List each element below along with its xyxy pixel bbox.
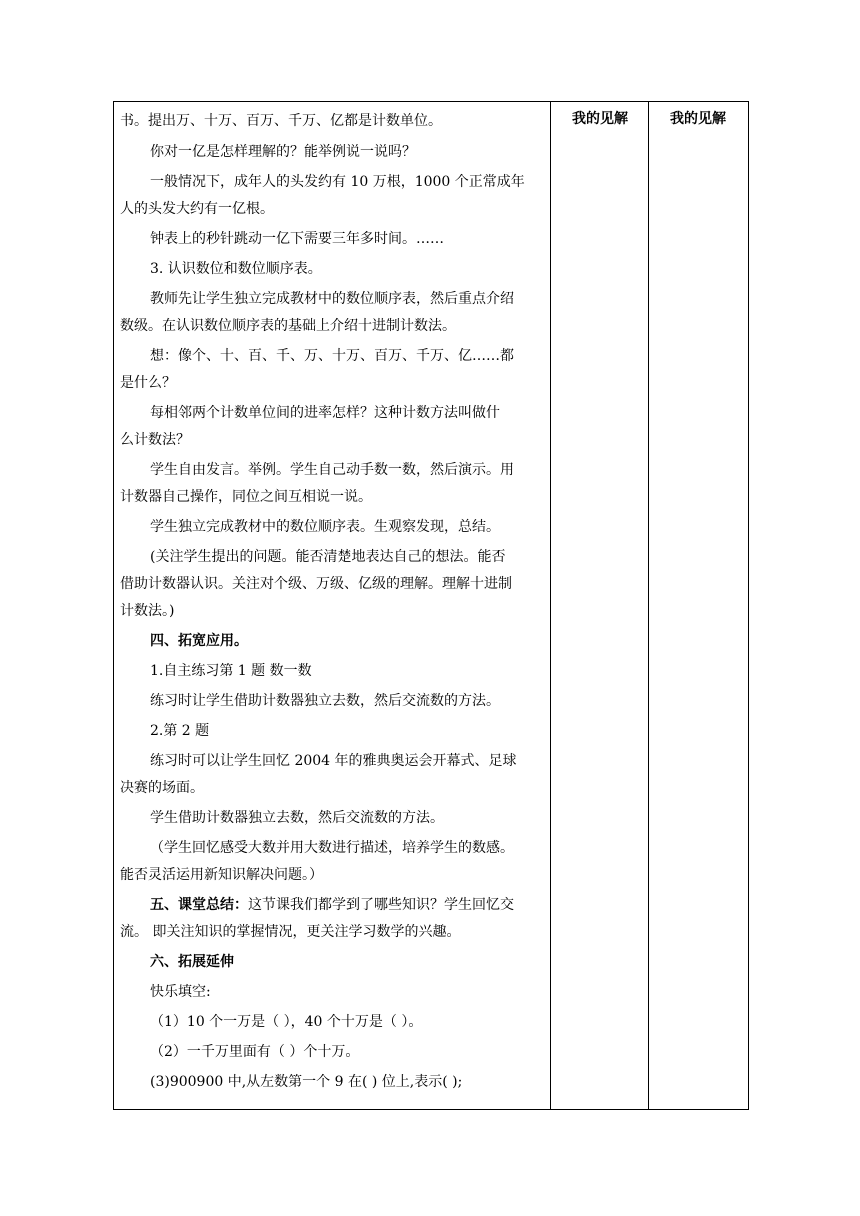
text-line-content: 钟表上的秒针跳动一亿下需要三年多时间。…… (150, 231, 444, 247)
text-line-content: 能否灵活运用新知识解决问题。） (120, 867, 323, 883)
text-line-content: (3)900900 中,从左数第一个 9 在( ) 位上,表示( ); (150, 1074, 463, 1090)
text-line (150, 631, 248, 651)
text-line-content: 决赛的场面。 (120, 780, 204, 796)
text-line-content: 四、拓宽应用。 (150, 633, 248, 649)
text-line (120, 778, 204, 798)
text-line-content: 数级。在认识数位顺序表的基础上介绍十进制计数法。 (120, 318, 456, 334)
text-line (120, 574, 512, 594)
text-line-content: (关注学生提出的问题。能否清楚地表达自己的想法。能否 (150, 549, 506, 565)
column-header-my-view-1: 我的见解 (572, 111, 628, 127)
text-line-content: 学生自由发言。举例。学生自己动手数一数，然后演示。用 (150, 462, 514, 478)
text-line-content: 练习时让学生借助计数器独立去数，然后交流数的方法。 (150, 693, 500, 709)
text-line-content: 每相邻两个计数单位间的进率怎样？这种计数方法叫做什 (150, 405, 500, 421)
text-line-content: 计数法。) (120, 603, 175, 619)
text-line (150, 229, 444, 249)
text-line (120, 199, 274, 219)
text-line-content: 2.第 2 题 (150, 723, 210, 739)
text-line-content: 练习时可以让学生回忆 2004 年的雅典奥运会开幕式、足球 (150, 753, 517, 769)
lesson-table (113, 101, 749, 1110)
text-line-content: 这节课我们都学到了哪些知识？学生回忆交 (248, 897, 514, 913)
text-line-content: 么计数法？ (120, 432, 190, 448)
text-line (120, 487, 372, 507)
text-line (150, 346, 514, 366)
text-line (150, 691, 500, 711)
text-line (150, 895, 514, 915)
column-header-my-view-2: 我的见解 (670, 111, 726, 127)
text-line-content: 计数器自己操作，同位之间互相说一说。 (120, 489, 372, 505)
text-line (120, 430, 190, 450)
text-line (150, 661, 312, 681)
text-line-content: 快乐填空: (150, 984, 211, 1000)
text-line (150, 1072, 462, 1092)
text-line (120, 111, 442, 131)
text-line (150, 751, 517, 771)
text-line (150, 1012, 422, 1032)
text-line-content: 书。提出万、十万、百万、千万、亿都是计数单位。 (120, 113, 442, 129)
text-line (120, 865, 323, 885)
text-line-content: 3. 认识数位和数位顺序表。 (150, 261, 322, 277)
text-line (120, 601, 174, 621)
text-line-content: 一般情况下，成年人的头发约有 10 万根，1000 个正常成年 (150, 174, 525, 190)
text-line (150, 289, 514, 309)
text-line-content: 学生独立完成教材中的数位顺序表。生观察发现，总结。 (150, 519, 500, 535)
text-line (150, 808, 444, 828)
text-line (120, 922, 460, 942)
text-line (150, 1042, 359, 1062)
text-line (120, 373, 176, 393)
text-line-content: 人的头发大约有一亿根。 (120, 201, 274, 217)
text-line-content: 是什么？ (120, 375, 176, 391)
text-line-content: 借助计数器认识。关注对个级、万级、亿级的理解。理解十进制 (120, 576, 512, 592)
text-line (150, 547, 505, 567)
text-line-content: 你对一亿是怎样理解的？能举例说一说吗？ (150, 144, 416, 160)
text-line-content: 学生借助计数器独立去数，然后交流数的方法。 (150, 810, 444, 826)
text-line-content: （1）10 个一万是（ ），40 个十万是（ ）。 (150, 1014, 423, 1030)
text-line (120, 316, 456, 336)
text-line (150, 460, 514, 480)
text-line (150, 142, 416, 162)
text-line (150, 403, 500, 423)
text-line-content: 想：像个、十、百、千、万、十万、百万、千万、亿……都 (150, 348, 514, 364)
column-divider (550, 102, 551, 1109)
text-line (150, 259, 322, 279)
text-line (150, 838, 514, 858)
text-line-content: 流。 即关注知识的掌握情况，更关注学习数学的兴趣。 (120, 924, 461, 940)
column-divider (648, 102, 649, 1109)
text-line-content: （2）一千万里面有（ ）个十万。 (150, 1044, 360, 1060)
text-line (150, 721, 209, 741)
text-line (150, 517, 500, 537)
text-line-content: 教师先让学生独立完成教材中的数位顺序表，然后重点介绍 (150, 291, 514, 307)
text-line (150, 982, 211, 1002)
section-heading: 五、课堂总结： (150, 897, 248, 913)
text-line (150, 952, 234, 972)
text-line-content: 六、拓展延伸 (150, 954, 234, 970)
text-line-content: 1.自主练习第 1 题 数一数 (150, 663, 312, 679)
text-line (150, 172, 525, 192)
text-line-content: （学生回忆感受大数并用大数进行描述，培养学生的数感。 (150, 840, 514, 856)
